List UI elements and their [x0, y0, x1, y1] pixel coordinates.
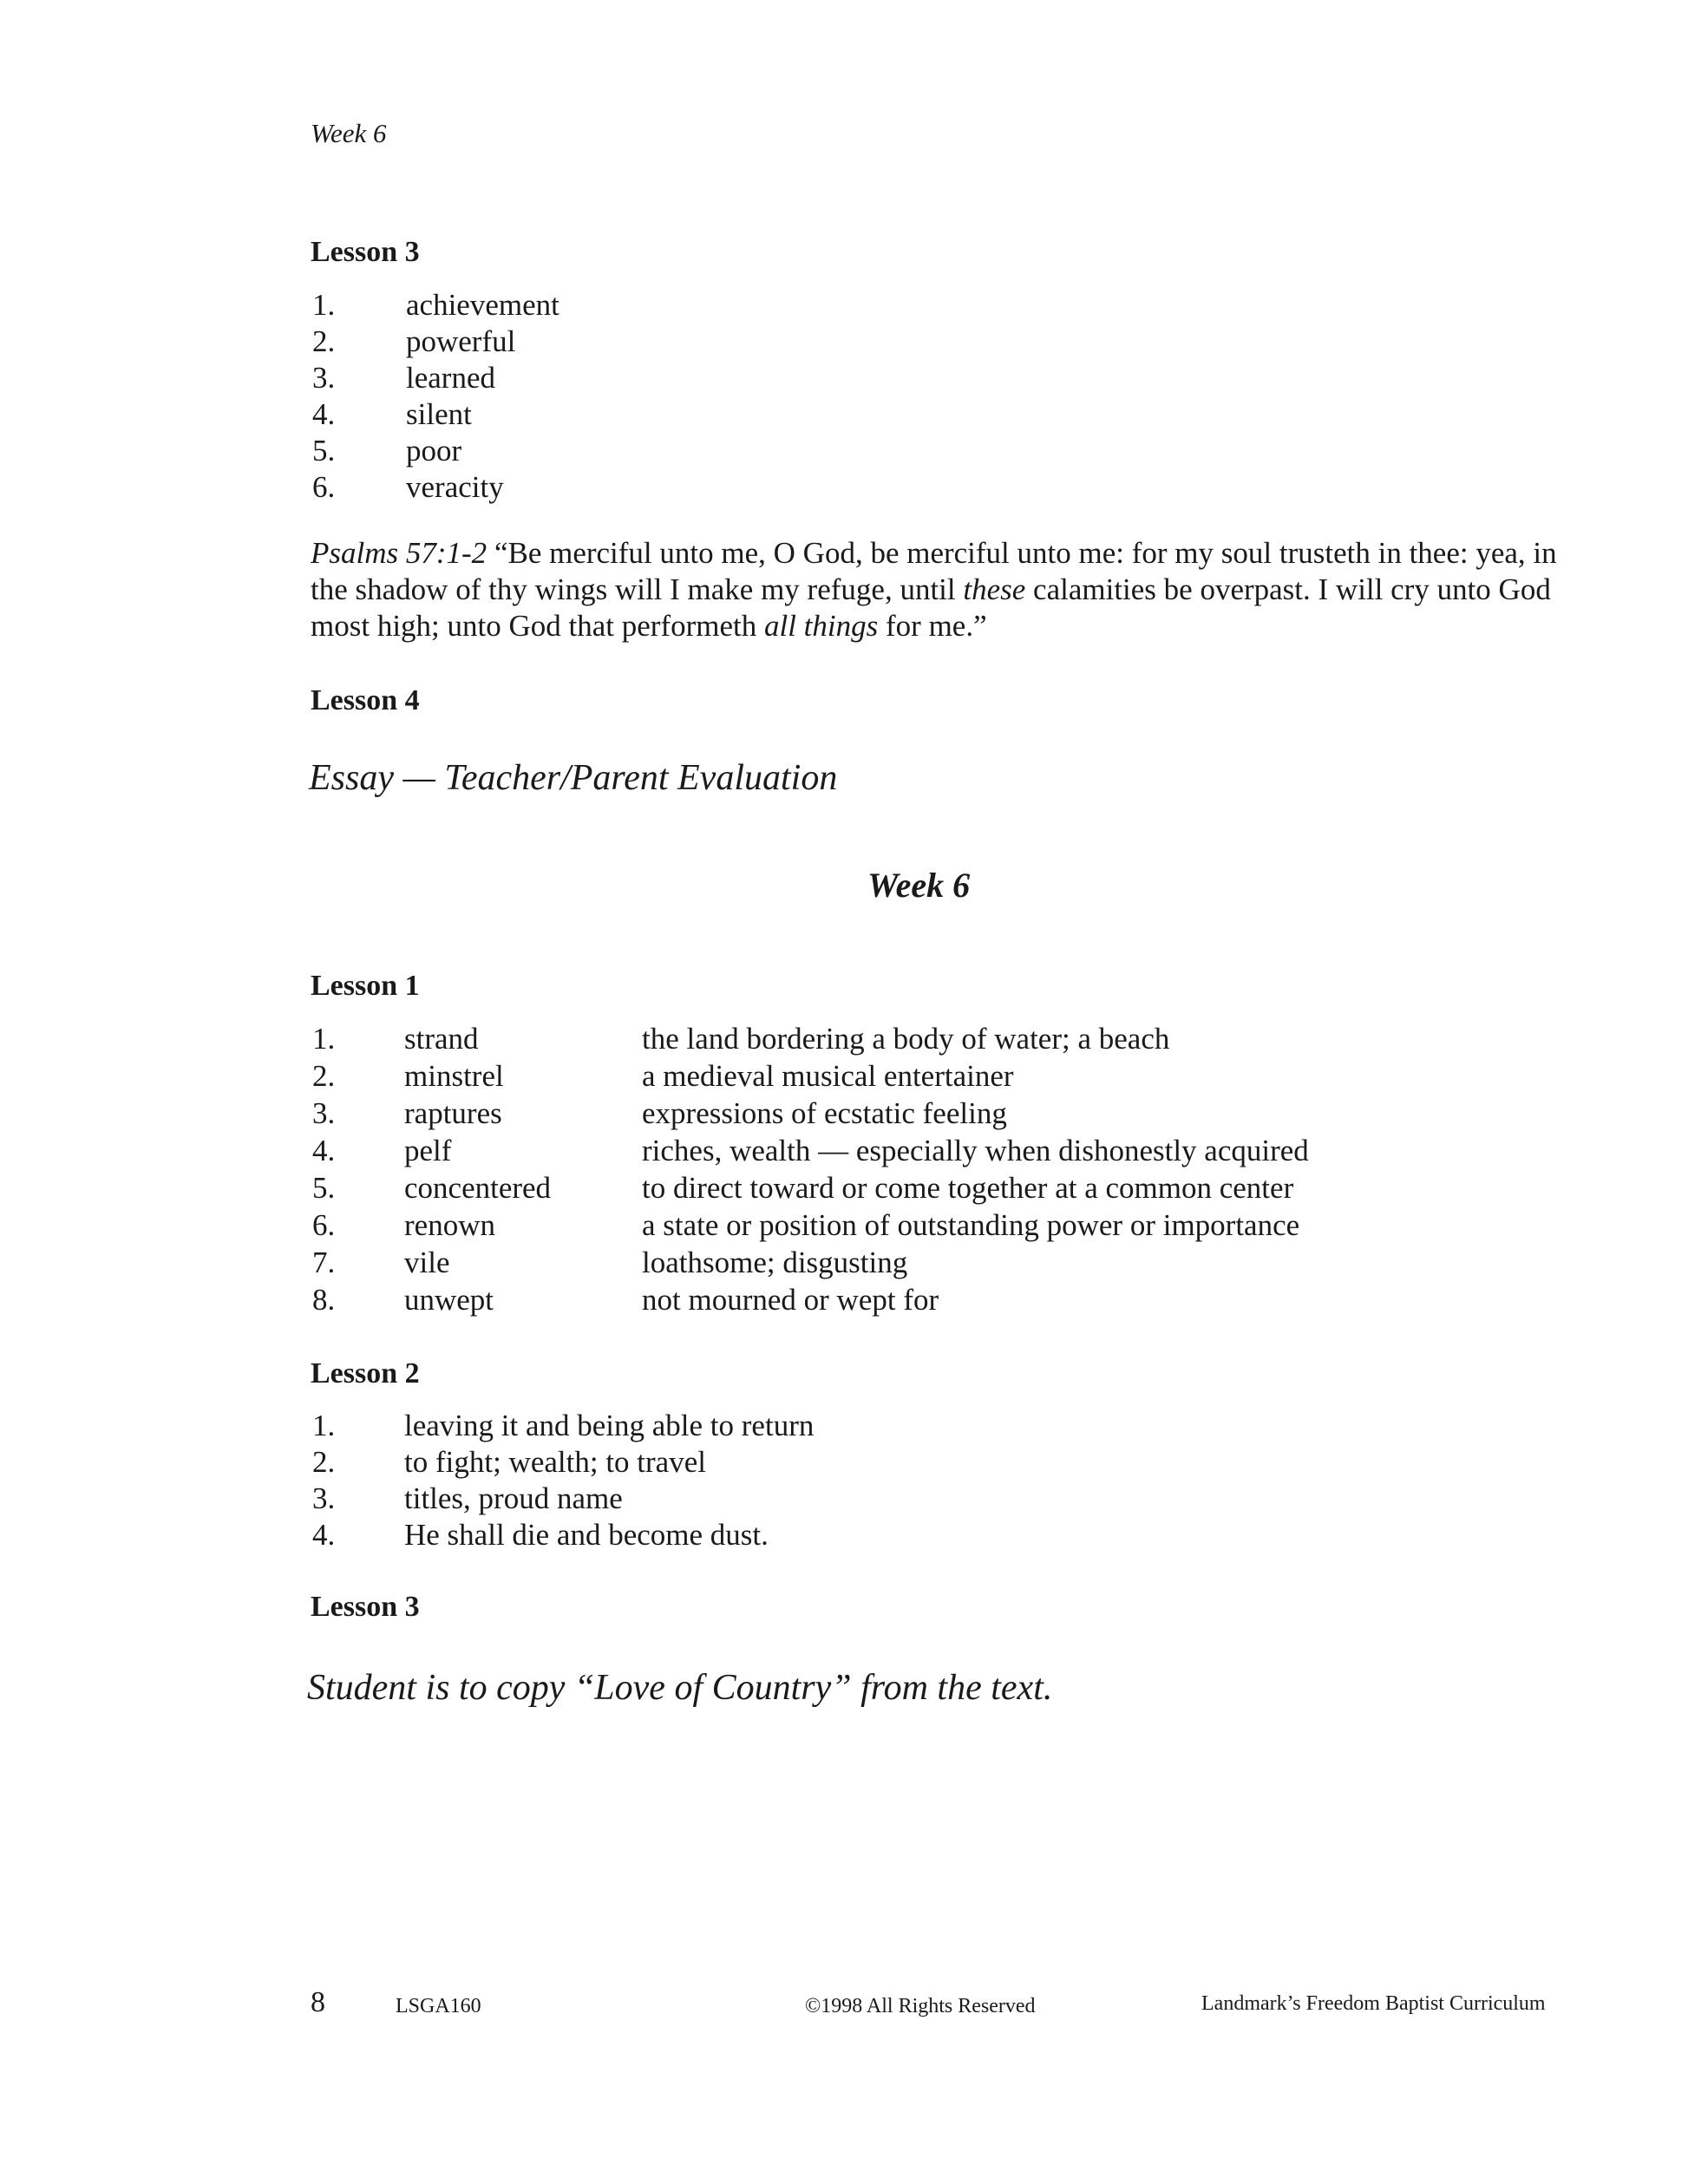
verse-emphasis-1: these: [963, 572, 1026, 606]
page-number: 8: [311, 1986, 325, 2018]
footer-code: LSGA160: [396, 1995, 481, 2017]
item-number: 5.: [312, 434, 336, 468]
week-title: Week 6: [867, 866, 971, 905]
vocabulary-word: concentered: [404, 1171, 552, 1205]
item-number: 8.: [312, 1283, 336, 1317]
vocabulary-definition: not mourned or wept for: [642, 1283, 939, 1317]
item-text: to fight; wealth; to travel: [404, 1445, 706, 1479]
item-text: titles, proud name: [404, 1481, 623, 1515]
vocabulary-word: vile: [404, 1246, 450, 1279]
week-lesson-1-heading: Lesson 1: [311, 970, 420, 1002]
item-text: veracity: [406, 470, 504, 504]
item-number: 1.: [312, 1022, 336, 1056]
footer-copyright: ©1998 All Rights Reserved: [805, 1995, 1036, 2017]
item-number: 2.: [312, 1059, 336, 1093]
vocabulary-definition: a medieval musical entertainer: [642, 1059, 1014, 1093]
item-number: 6.: [312, 470, 336, 504]
verse-text-3: for me.”: [878, 609, 987, 643]
item-number: 5.: [312, 1171, 336, 1205]
vocabulary-word: strand: [404, 1022, 479, 1056]
verse-text-2: calamities be overpast. I will cry unto God most high; unto God that performeth: [311, 572, 1551, 643]
vocabulary-definition: loathsome; disgusting: [642, 1246, 908, 1279]
vocabulary-word: raptures: [404, 1096, 502, 1130]
week-lesson-3-heading: Lesson 3: [311, 1591, 420, 1623]
item-number: 7.: [312, 1246, 336, 1279]
vocabulary-definition: the land bordering a body of water; a beach: [642, 1022, 1170, 1056]
item-text: powerful: [406, 324, 516, 358]
page-footer: [311, 1986, 325, 2019]
item-number: 1.: [312, 288, 336, 322]
lesson-3-heading: Lesson 3: [311, 236, 420, 268]
item-number: 4.: [312, 1134, 336, 1167]
item-number: 3.: [312, 361, 336, 395]
item-text: learned: [406, 361, 495, 395]
item-text: He shall die and become dust.: [404, 1518, 769, 1552]
item-number: 4.: [312, 1518, 336, 1552]
item-number: 4.: [312, 397, 336, 431]
verse-reference: Psalms 57:1-2: [311, 536, 487, 570]
vocabulary-word: pelf: [404, 1134, 452, 1167]
item-text: silent: [406, 397, 472, 431]
item-text: poor: [406, 434, 462, 468]
lesson-4-heading: Lesson 4: [311, 684, 420, 716]
vocabulary-word: unwept: [404, 1283, 494, 1317]
vocabulary-definition: to direct toward or come together at a common center: [642, 1171, 1294, 1205]
vocabulary-word: minstrel: [404, 1059, 504, 1093]
item-number: 3.: [312, 1096, 336, 1130]
item-number: 6.: [312, 1208, 336, 1242]
verse-emphasis-2: all things: [763, 609, 879, 643]
item-number: 2.: [312, 324, 336, 358]
footer-publisher: Landmark’s Freedom Baptist Curriculum: [1201, 1992, 1546, 2015]
week-lesson-2-heading: Lesson 2: [311, 1357, 420, 1390]
vocabulary-definition: a state or position of outstanding power or importance: [642, 1208, 1300, 1242]
item-text: leaving it and being able to return: [404, 1409, 815, 1442]
scripture-verse: [311, 535, 1560, 644]
item-text: achievement: [406, 288, 559, 322]
running-head: Week 6: [311, 118, 387, 148]
item-number: 1.: [312, 1409, 336, 1442]
vocabulary-definition: riches, wealth — especially when dishonestly acquired: [642, 1134, 1309, 1167]
vocabulary-word: renown: [404, 1208, 495, 1242]
vocabulary-definition: expressions of ecstatic feeling: [642, 1096, 1007, 1130]
essay-note: Essay — Teacher/Parent Evaluation: [309, 758, 838, 798]
verse-text-1: “Be merciful unto me, O God, be merciful unto me: for my soul trusteth in thee: yea, in the shadow of thy wings will I make my refuge, until: [311, 536, 1557, 606]
copy-instruction: Student is to copy “Love of Country” from the text.: [307, 1668, 1053, 1708]
item-number: 3.: [312, 1481, 336, 1515]
item-number: 2.: [312, 1445, 336, 1479]
